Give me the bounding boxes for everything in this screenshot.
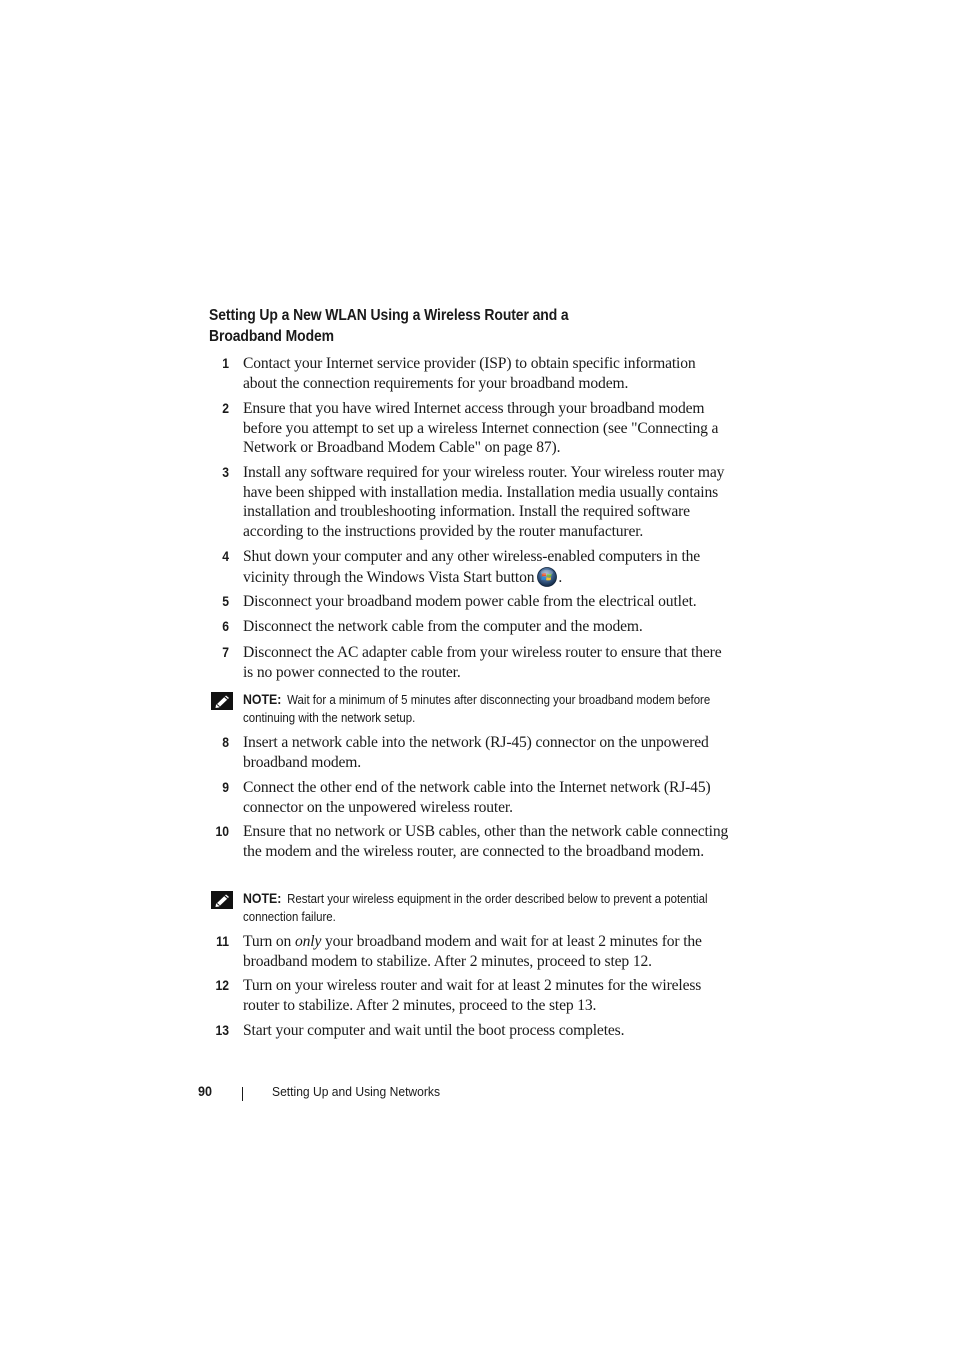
step-number: 6	[222, 619, 229, 634]
section-heading-line-1: Setting Up a New WLAN Using a Wireless Router and a	[209, 307, 569, 324]
step-number: 1	[222, 356, 229, 371]
page-footer	[198, 1083, 598, 1103]
chapter-title: Setting Up and Using Networks	[272, 1084, 441, 1099]
step-text: Contact your Internet service provider (ISP) to obtain specific information about the connection requirements for your broadband modem.	[243, 355, 696, 392]
note-label: NOTE:	[243, 890, 282, 906]
note-text	[243, 690, 736, 727]
step-number: 9	[222, 780, 229, 795]
step-text: Start your computer and wait until the boot process completes.	[243, 1022, 625, 1039]
step-number: 13	[215, 1023, 229, 1038]
section-heading-line-2: Broadband Modem	[209, 328, 334, 345]
page-number: 90	[198, 1083, 213, 1099]
step-text-before: Turn on	[243, 933, 295, 950]
step-number: 12	[215, 978, 229, 993]
step-text: Install any software required for your wireless router. Your wireless router may have been shipped with installation media. Installation media usually contains installation and troubleshooting information. Install the required software according to the instructions provided by the router manufacturer.	[243, 464, 725, 540]
note-label: NOTE:	[243, 691, 282, 707]
note-text	[243, 889, 736, 926]
step-text-emphasis: only	[294, 933, 322, 950]
step-text: Disconnect the network cable from the computer and the modem.	[243, 618, 643, 635]
step-text: Connect the other end of the network cable into the Internet network (RJ-45) connector on the unpowered wireless router.	[243, 779, 711, 816]
note-body: Restart your wireless equipment in the order described below to prevent a potential connection failure.	[243, 891, 708, 924]
step-text: Disconnect your broadband modem power cable from the electrical outlet.	[243, 593, 697, 610]
step-text	[243, 932, 729, 971]
step-text: Ensure that you have wired Internet access through your broadband modem before you attempt to set up a wireless Internet connection (see "Connecting a Network or Broadband Modem Cable" on page 87).	[243, 400, 719, 457]
step-text: Turn on your wireless router and wait for at least 2 minutes for the wireless router to stabilize. After 2 minutes, proceed to the step 13.	[243, 977, 702, 1014]
step-number: 8	[222, 735, 229, 750]
step-number: 3	[222, 465, 229, 480]
step-text: Insert a network cable into the network (RJ-45) connector on the unpowered broadband modem.	[243, 734, 709, 771]
step-number: 10	[215, 824, 229, 839]
step-text	[243, 547, 729, 587]
step-text-main: Shut down your computer and any other wireless-enabled computers in the vicinity through the Windows Vista Start button	[243, 548, 701, 586]
note-body: Wait for a minimum of 5 minutes after disconnecting your broadband modem before continuing with the network setup.	[243, 692, 711, 725]
windows-vista-start-icon	[537, 567, 557, 587]
step-number: 5	[222, 594, 229, 609]
step-number: 4	[222, 549, 229, 564]
note-pencil-icon	[211, 692, 233, 710]
step-number: 2	[222, 401, 229, 416]
step-number: 11	[216, 934, 229, 949]
step-text: Ensure that no network or USB cables, other than the network cable connecting the modem and the wireless router, are connected to the broadband modem.	[243, 823, 729, 860]
footer-divider	[242, 1087, 243, 1101]
section-heading	[209, 305, 659, 347]
note-pencil-icon	[211, 891, 233, 909]
step-text-after: your broadband modem and wait for at least 2 minutes for the broadband modem to stabilize. After 2 minutes, proceed to step 12.	[243, 933, 702, 970]
step-text: Disconnect the AC adapter cable from your wireless router to ensure that there is no power connected to the router.	[243, 644, 722, 681]
step-text-end: .	[558, 568, 563, 586]
step-number: 7	[222, 645, 229, 660]
